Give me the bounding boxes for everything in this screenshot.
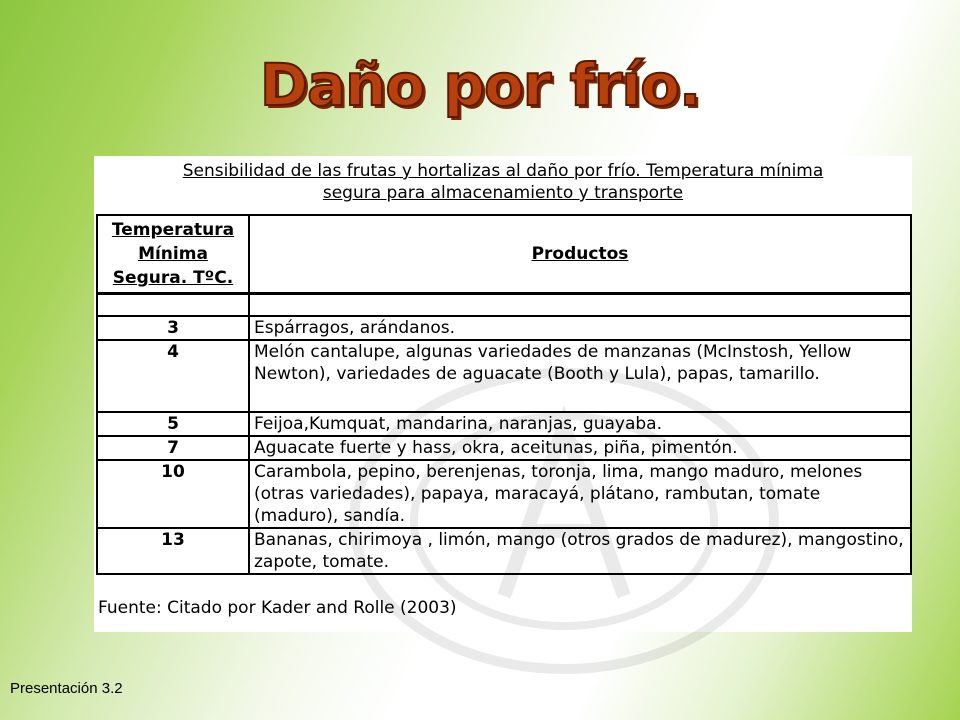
caption-line-2: segura para almacenamiento y transporte [322,183,684,203]
header-temp-line-1: Temperatura [111,220,235,240]
table-row [97,436,911,460]
row-products: Bananas, chirimoya , limón, mango (otros grados de madurez), mangostino, zapote, tomate. [249,528,911,574]
table-panel [94,156,912,632]
chilling-table [96,214,912,575]
header-products [249,215,911,294]
row-temp: 3 [97,316,249,340]
table-row [97,528,911,574]
header-temp-line-2: Mínima [138,244,208,264]
caption-line-1: Sensibilidad de las frutas y hortalizas al daño por frío. Temperatura mínima [182,161,824,181]
row-products: Feijoa,Kumquat, mandarina, naranjas, guayaba. [249,412,911,436]
source-note: Fuente: Citado por Kader and Rolle (2003) [98,598,457,618]
slide-title: Daño por frío. [259,51,701,119]
header-products-label: Productos [531,244,629,264]
table-header-row [97,215,911,294]
row-temp: 5 [97,412,249,436]
spacer-row [97,294,911,317]
header-temperature [97,215,249,294]
row-temp: 4 [97,340,249,412]
row-temp: 10 [97,460,249,528]
slide-footer: Presentación 3.2 [10,680,123,697]
table-row [97,412,911,436]
table-row [97,316,911,340]
table-row [97,340,911,412]
row-products: Melón cantalupe, algunas variedades de manzanas (McInstosh, Yellow Newton), variedades de aguacate (Booth y Lula), papas, tamarillo. [249,340,911,412]
header-temp-line-3: Segura. TºC. [112,268,234,288]
table-row [97,460,911,528]
row-products: Espárragos, arándanos. [249,316,911,340]
table-caption [94,160,912,204]
row-temp: 7 [97,436,249,460]
row-temp: 13 [97,528,249,574]
row-products: Carambola, pepino, berenjenas, toronja, lima, mango maduro, melones (otras variedades), papaya, maracayá, plátano, rambutan, tomate (maduro), sandía. [249,460,911,528]
row-products: Aguacate fuerte y hass, okra, aceitunas, piña, pimentón. [249,436,911,460]
